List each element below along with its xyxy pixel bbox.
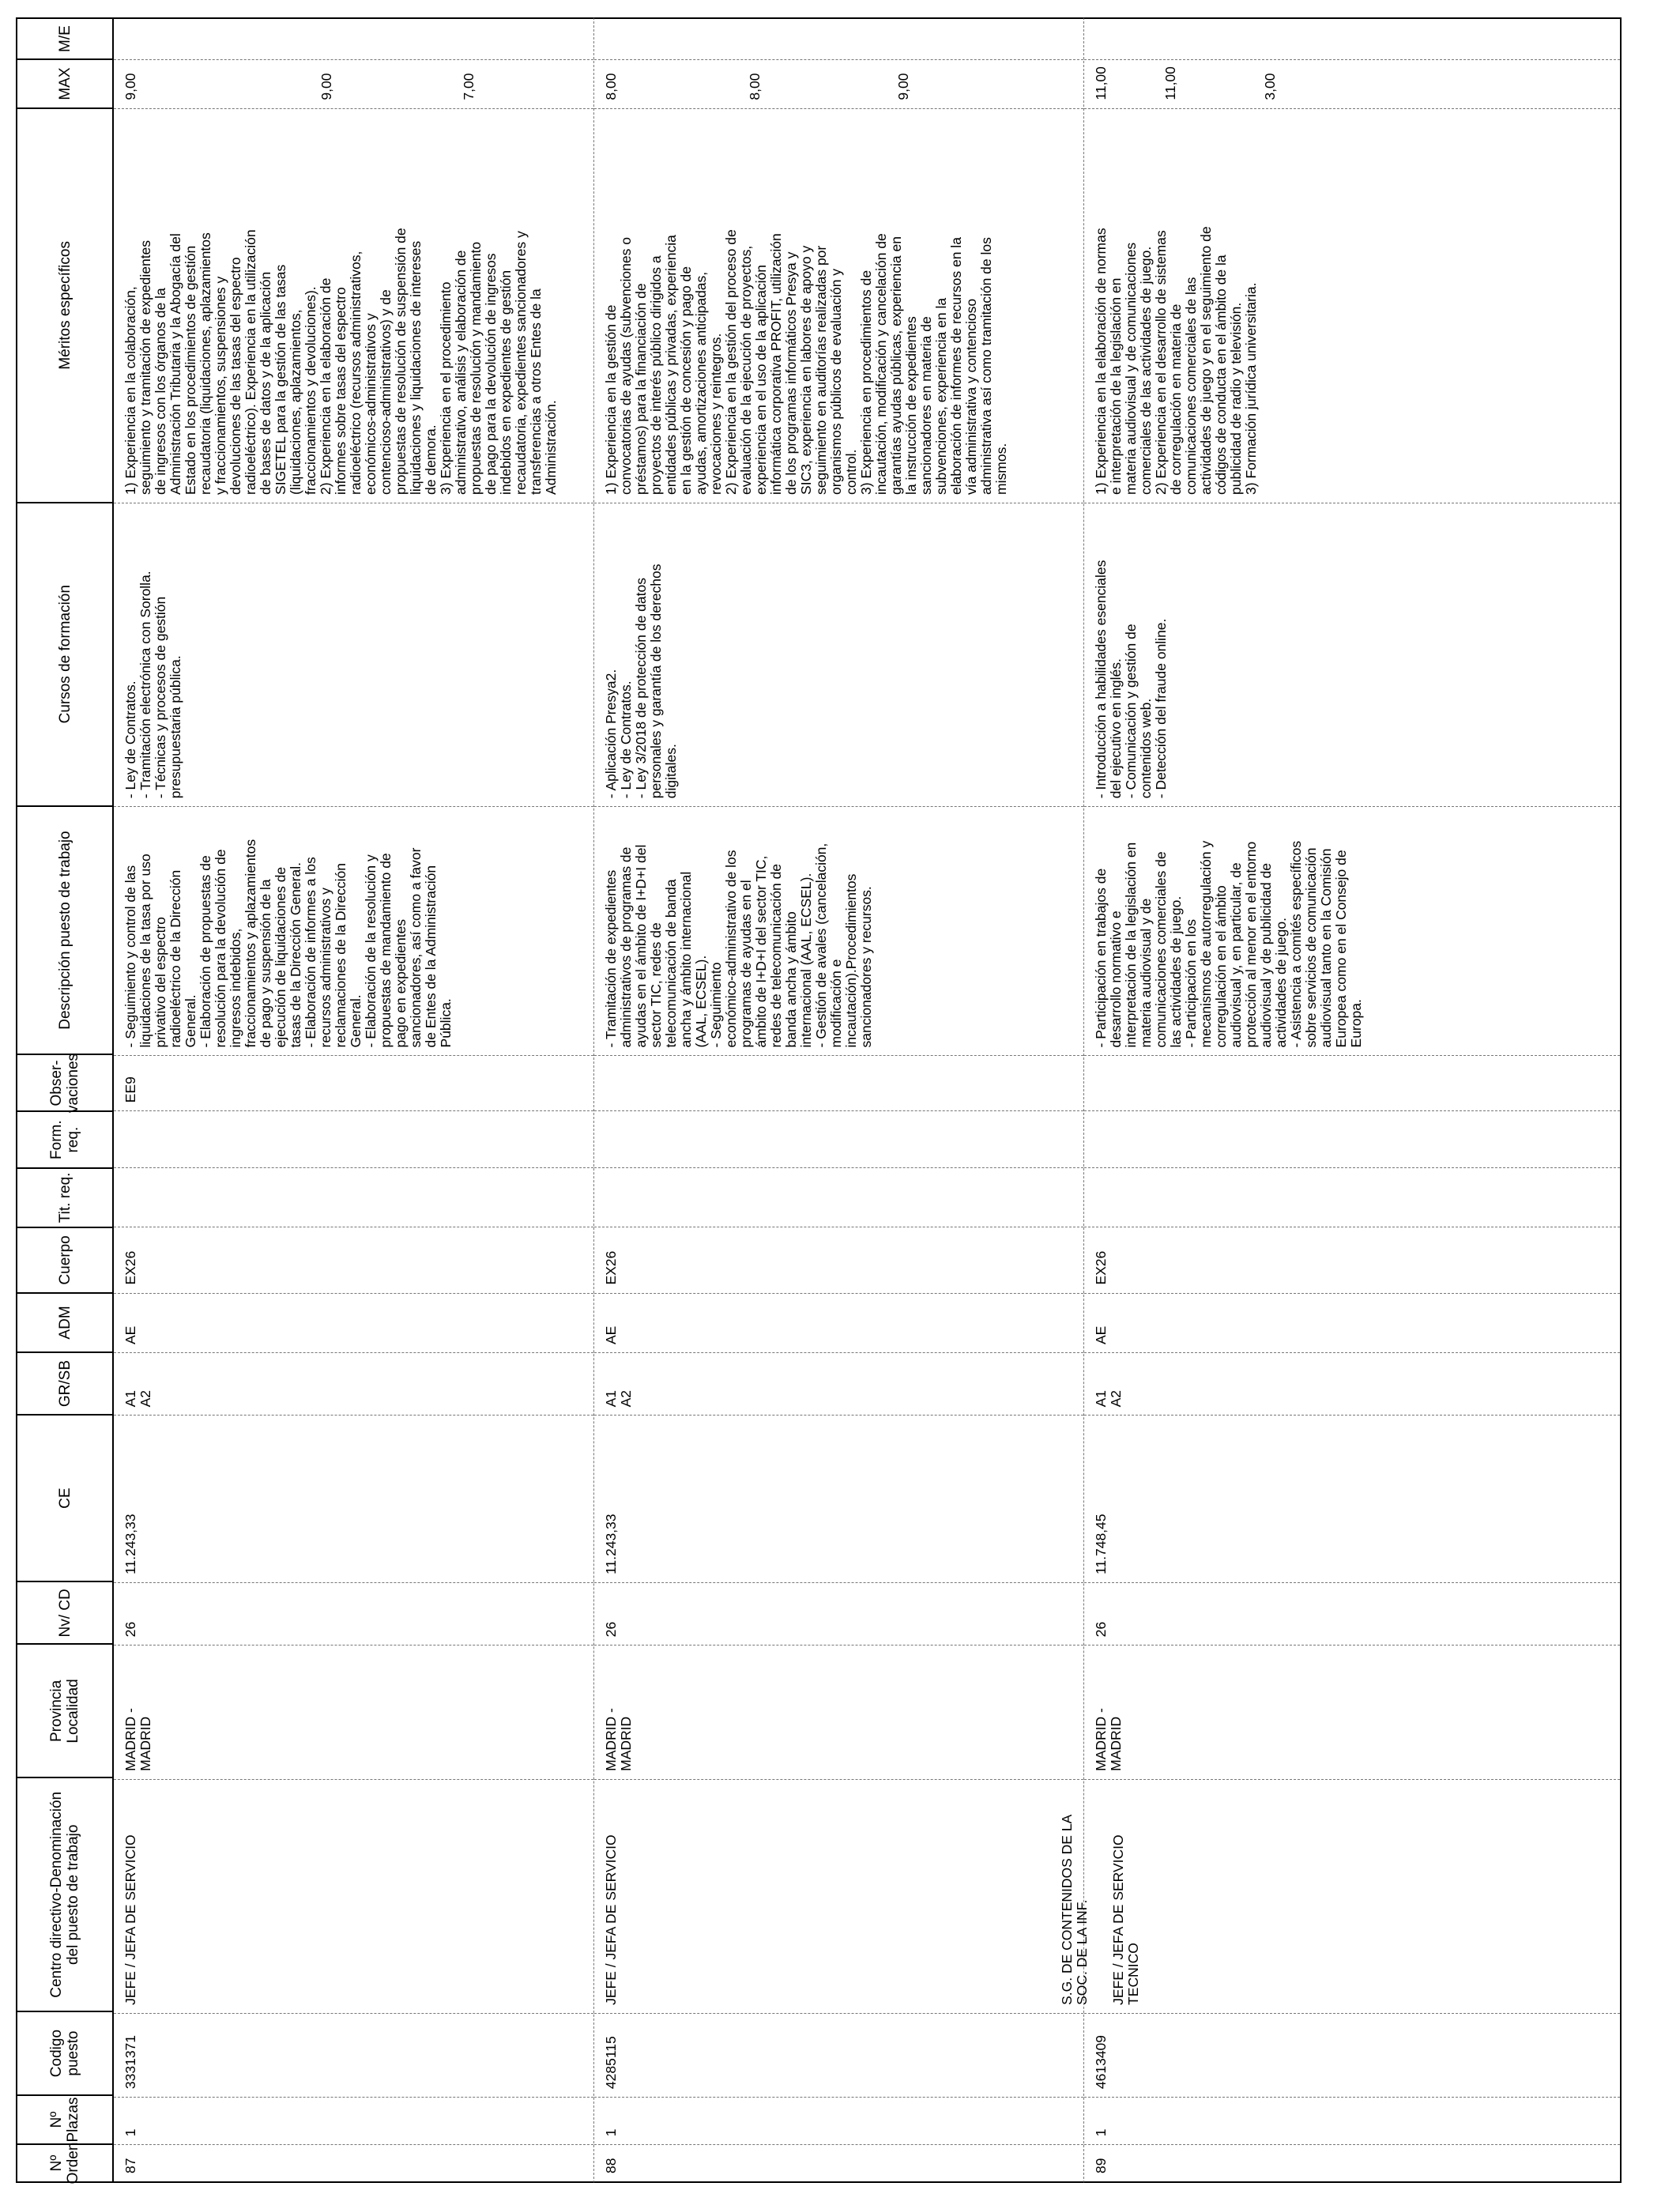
- max-value-1: 11,00: [1093, 66, 1109, 100]
- cell-provincia: MADRID - MADRID: [1084, 1645, 1620, 1778]
- cell-cuerpo: EX26: [594, 1227, 1083, 1292]
- max-value-2: 9,00: [318, 73, 334, 100]
- header-form: Form. req.: [17, 1110, 112, 1167]
- header-cursos: Cursos de formación: [17, 502, 112, 805]
- cell-grupo: A1 A2: [1084, 1352, 1620, 1415]
- header-plazas: Nº Plazas: [17, 2094, 112, 2143]
- cell-adm: AE: [594, 1293, 1083, 1353]
- cell-ce: 11.243,33: [114, 1415, 593, 1582]
- header-codigo: Codigo puesto: [17, 2011, 112, 2094]
- max-value-3: 3,00: [1262, 73, 1278, 100]
- cell-centro: [1059, 1779, 1620, 2013]
- cell-form: [1084, 1110, 1620, 1167]
- cell-provincia: MADRID - MADRID: [114, 1645, 593, 1778]
- cell-tit: [114, 1167, 593, 1227]
- header-grupo: GR/SB: [17, 1351, 112, 1414]
- table-header: [16, 17, 114, 2183]
- cell-ce: 11.243,33: [594, 1415, 1083, 1582]
- position-name: JEFE / JEFA DE SERVICIO TECNICO: [1110, 1834, 1141, 2005]
- max-value-3: 9,00: [895, 73, 911, 100]
- cell-adm: AE: [114, 1293, 593, 1353]
- cell-meritos: 1) Experiencia en la colaboración, seguimiento y tramitación de expedientes de ingresos con los órganos de la Administración Tributaria y la Abogacía del Estado en los procedimientos de gestión recaudatoria (liquidaciones, aplazamientos y fraccionamientos, suspensiones y devoluciones de las tasas del espectro radioeléctrico). Experiencia en la utilización de bases de datos y de la aplicación SIGETEL para la gestión de las tasas (liquidaciones, aplazamientos, fraccionamientos y devoluciones). 2) Experiencia en la elaboración de informes sobre tasas del espectro radioeléctrico (recursos administrativos, económicos-administrativos y contencioso-administrativos) y de propuestas de resolución de suspensión de liquidaciones y liquidaciones de intereses de demora. 3) Experiencia en el procedimiento administrativo, análisis y elaboración de propuestas de resolución y mandamiento de pago para la devolución de ingresos indebidos en expedientes de gestión recaudatoria, expedientes sancionadores y transferencias a otros Entes de la Administración.: [114, 108, 593, 503]
- cell-max: [594, 59, 1083, 108]
- cell-codigo: 4285115: [594, 2013, 1083, 2097]
- cell-tit: [594, 1167, 1083, 1227]
- cell-grupo: A1 A2: [594, 1352, 1083, 1415]
- cell-meritos: 1) Experiencia en la gestión de convocatorias de ayudas (subvenciones o préstamos) para la financiación de proyectos de interés público dirigidos a entidades públicas y privadas, experiencia en la gestión de concesión y pago de ayudas, amortizaciones anticipadas, revocaciones y reintegros. 2) Experiencia en la gestión del proceso de evaluación de la ejecución de proyectos, experiencia en el uso de la aplicación informática corporativa PROFIT, utilización de los programas informáticos Presya y SIC3, experiencia en labores de apoyo y seguimiento en auditorías realizadas por organismos públicos de evaluación y control. 3) Experiencia en procedimientos de incautación, modificación y cancelación de garantías ayudas públicas, experiencia en la instrucción de expedientes sancionadores en materia de subvenciones, experiencia en la elaboración de informes de recursos en la vía administrativa y contencioso administrativa así como tramitación de los mismos.: [594, 108, 1083, 503]
- table-row: [1059, 17, 1622, 2183]
- max-value-2: 11,00: [1162, 66, 1178, 100]
- cell-centro: JEFE / JEFA DE SERVICIO: [594, 1779, 1083, 2013]
- cell-nivel: 26: [114, 1582, 593, 1645]
- cell-plazas: 1: [594, 2097, 1083, 2144]
- cell-nivel: 26: [594, 1582, 1083, 1645]
- max-value-1: 9,00: [122, 73, 138, 100]
- cell-cuerpo: EX26: [114, 1227, 593, 1292]
- header-meritos: Méritos específicos: [17, 107, 112, 502]
- cell-obs: [594, 1055, 1083, 1110]
- cell-orden: 88: [594, 2144, 1083, 2181]
- cell-form: [114, 1110, 593, 1167]
- unit-name: S.G. DE CONTENIDOS DE LA SOC. DE LA INF.: [1059, 1814, 1090, 2005]
- cell-centro: JEFE / JEFA DE SERVICIO: [114, 1779, 593, 2013]
- header-provincia: Provincia Localidad: [17, 1643, 112, 1777]
- cell-codigo: 4613409: [1084, 2013, 1620, 2097]
- cell-cursos: - Aplicación Presya2. - Ley de Contratos. - Ley 3/2018 de protección de datos personales y garantía de los derechos digitales.: [594, 503, 1083, 806]
- cell-nivel: 26: [1084, 1582, 1620, 1645]
- cell-provincia: MADRID - MADRID: [594, 1645, 1083, 1778]
- header-nivel: Nv/ CD: [17, 1581, 112, 1643]
- cell-meritos: 1) Experiencia en la elaboración de normas e interpretación de la legislación en materia audiovisual y de comunicaciones comerciales de las actividades de juego. 2) Experiencia en el desarrollo de sistemas de corregulación en materia de comunicaciones comerciales de las actividades de juego y en el seguimiento de códigos de conducta en el ámbito de la publicidad de radio y televisión. 3) Formación jurídica universitaria.: [1084, 108, 1620, 503]
- cell-descripcion: - Seguimiento y control de las liquidaciones de la tasa por uso privativo del espectro radioeléctrico de la Dirección General. - Elaboración de propuestas de resolución para la devolución de ingresos indebidos, fraccionamientos y aplazamientos de pago y suspensión de la ejecución de liquidaciones de tasas de la Dirección General. - Elaboración de informes a los recursos administrativos y reclamaciones de la Dirección General. - Elaboración de la resolución y propuestas de mandamiento de pago en expedientes sancionadores, así como a favor de Entes de la Administración Pública.: [114, 806, 593, 1055]
- cell-obs: EE9: [114, 1055, 593, 1110]
- cell-grupo: A1 A2: [114, 1352, 593, 1415]
- cell-max: [1084, 59, 1620, 108]
- cell-cursos: - Ley de Contratos. - Tramitación electrónica con Sorolla. - Técnicas y procesos de gestión presupuestaria pública.: [114, 503, 593, 806]
- cell-descripcion: - Tramitación de expedientes administrativos de programas de ayudas en el ámbito de I+D+I del sector TIC, redes de telecomunicación de banda ancha y ámbito internacional (AAL, ECSEL). - Seguimiento económico-administrativo de los programas de ayudas en el ámbito de I+D+I del sector TIC, redes de telecomunicación de banda ancha y ámbito internacional (AAL, ECSEL). - Gestión de avales (cancelación, modificación e incautación).Procedimientos sancionadores y recursos.: [594, 806, 1083, 1055]
- cell-me: [1084, 19, 1620, 59]
- cell-codigo: 3331371: [114, 2013, 593, 2097]
- cell-max: [114, 59, 593, 108]
- positions-table: [16, 17, 1622, 2183]
- cell-orden: 89: [1084, 2144, 1620, 2181]
- header-orden: Nº Orden: [17, 2143, 112, 2181]
- cell-ce: 11.748,45: [1084, 1415, 1620, 1582]
- header-obs: Obser-vaciones: [17, 1054, 112, 1110]
- max-value-1: 8,00: [603, 73, 619, 100]
- cell-tit: [1084, 1167, 1620, 1227]
- cell-me: [114, 19, 593, 59]
- header-adm: ADM: [17, 1292, 112, 1351]
- cell-descripcion: - Participación en trabajos de desarrollo normativo e interpretación de la legislación en materia audiovisual y de comunicaciones comerciales de las actividades de juego. - Participación en los mecanismos de autorregulación y corregulación en el ámbito audiovisual y, en particular, de protección al menor en el entorno audiovisual y de publicidad de actividades de juego. - Asistencia a comités específicos sobre servicios de comunicación audiovisual tanto en la Comisión Europea como en el Consejo de Europa.: [1084, 806, 1620, 1055]
- cell-plazas: 1: [1084, 2097, 1620, 2144]
- header-cuerpo: Cuerpo: [17, 1227, 112, 1292]
- table-row: [594, 17, 1084, 2183]
- header-me: M/E: [56, 25, 73, 52]
- header-tit: Tit. req.: [17, 1167, 112, 1227]
- cell-orden: 87: [114, 2144, 593, 2181]
- header-descripcion: Descripción puesto de trabajo: [17, 805, 112, 1054]
- cell-plazas: 1: [114, 2097, 593, 2144]
- table-row: [114, 17, 594, 2183]
- cell-obs: [1084, 1055, 1620, 1110]
- max-value-3: 7,00: [461, 73, 477, 100]
- header-ce: CE: [17, 1414, 112, 1581]
- max-value-2: 8,00: [747, 73, 763, 100]
- cell-adm: AE: [1084, 1293, 1620, 1353]
- cell-form: [594, 1110, 1083, 1167]
- header-max: MAX: [17, 58, 112, 107]
- cell-me: [594, 19, 1083, 59]
- cell-cursos: - Introducción a habilidades esenciales del ejecutivo en inglés. - Comunicación y gestión de contenidos web. - Detección del fraude online.: [1084, 503, 1620, 806]
- cell-cuerpo: EX26: [1084, 1227, 1620, 1292]
- header-centro: Centro directivo-Denominación del puesto de trabajo: [17, 1777, 112, 2011]
